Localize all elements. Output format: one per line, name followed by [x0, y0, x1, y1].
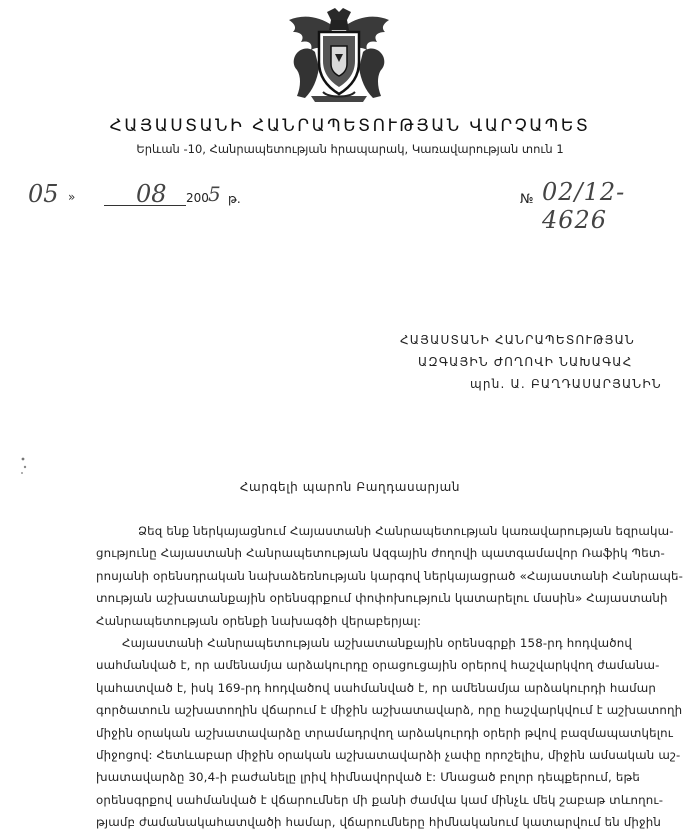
date-suffix: թ.: [228, 192, 241, 206]
body-line: միջին օրական աշխատավարձը տրամադրվող արձակուրդի օրերի թվով բազմապատկելու: [96, 725, 674, 740]
body-line: տության աշխատանքային օրենսգրքում փոփոխություն կատարելու մասին» Հայաստանի: [96, 591, 668, 606]
body-line: թյամբ ժամանակահատվածի համար, վճարումները հիմնականում կատարվում են միջին: [96, 815, 662, 830]
office-address: Երևան -10, Հանրապետության հրապարակ, Կառավարության տուն 1: [136, 142, 564, 156]
letter-body: [96, 520, 684, 833]
salutation: Հարգելի պարոն Բաղդասարյան: [239, 480, 461, 494]
body-line: ցությունը Հայաստանի Հանրապետության Ազգային ժողովի պատգամավոր Ռաֆիկ Պետ-: [96, 546, 665, 561]
body-line: միջոցով: Հետևաբար միջին օրական աշխատավարձի չափը որոշելիս, միջին ամսական աշ-: [96, 747, 681, 762]
document-number-label: №: [520, 192, 534, 207]
body-line: Ձեզ ենք ներկայացնում Հայաստանի Հանրապետության կառավարության եզրակա-: [138, 524, 674, 538]
body-line: Հայաստանի Հանրապետության աշխատանքային օրենսգրքի 158-րդ հոդվածով: [122, 635, 633, 650]
body-line: րոսյանի օրենսդրական նախաձեռնության կարգով ներկայացրած «Հայաստանի Հանրապե-: [96, 568, 684, 583]
body-line: Հանրապետության օրենքի նախագծի վերաբերյալ:: [96, 613, 422, 628]
date-day-handwritten: 05: [28, 180, 59, 208]
scan-speck-marks: [20, 456, 28, 476]
date-field: [28, 180, 328, 220]
document-number-field: [520, 178, 690, 234]
date-year-handwritten: 5: [208, 182, 221, 206]
body-line: խատավարձը 30,4-ի բաժանելը լրիվ հիմնավորված է: Մնացած բոլոր դեպքերում, եթե: [96, 770, 640, 785]
date-month-handwritten: 08: [136, 180, 167, 208]
recipient-block: [400, 329, 690, 395]
body-line: սահմանված է, որ ամենամյա արձակուրդը օրացուցային օրերով հաշվարկվող ժամանա-: [96, 658, 660, 673]
body-line: կահատված է, իսկ 169-րդ հոդվածով սահմանված է, որ ամենամյա արձակուրդի համար: [96, 680, 657, 695]
body-line: օրենսգրքով սահմանված է վճարումներ մի քանի ժամվա կամ մինչև մեկ շաբաթ տևողու-: [96, 792, 664, 807]
coat-of-arms-emblem: [283, 6, 395, 106]
recipient-line: ԱԶԳԱՅԻՆ ԺՈՂՈՎԻ ՆԱԽԱԳԱՀ: [418, 355, 633, 369]
date-year-printed: 200: [186, 191, 209, 205]
office-title: ՀԱՅԱՍՏԱՆԻ ՀԱՆՐԱՊԵՏՈՒԹՅԱՆ ՎԱՐՉԱՊԵՏ: [109, 116, 591, 136]
document-number-handwritten: 02/12-4626: [542, 178, 626, 234]
recipient-line: ՀԱՅԱՍՏԱՆԻ ՀԱՆՐԱՊԵՏՈՒԹՅԱՆ: [400, 333, 635, 347]
body-line: գործատուն աշխատողին վճարում է միջին աշխատավարձ, որը հաշվարկվում է աշխատողի: [96, 703, 683, 718]
recipient-line: պրն. Ա. ԲԱՂԴԱՍԱՐՅԱՆԻՆ: [470, 377, 662, 391]
date-quote-mark: »: [68, 190, 76, 204]
